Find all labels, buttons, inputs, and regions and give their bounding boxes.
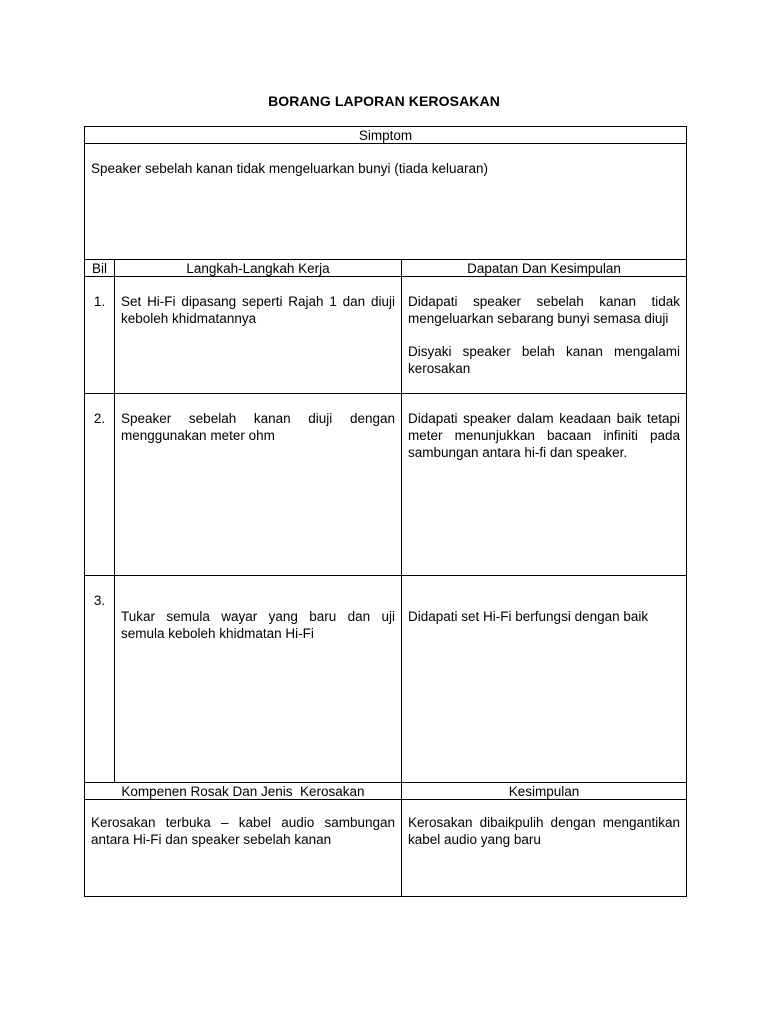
- finding-text: Didapati speaker dalam keadaan baik tetapi meter menunjukkan bacaan infiniti pada sambungan antara hi-fi dan speaker.: [408, 411, 681, 460]
- work-step-cell: [115, 277, 402, 394]
- column-header-row: [85, 260, 687, 277]
- table-row: [85, 394, 687, 576]
- work-step-text: Speaker sebelah kanan diuji dengan menggunakan meter ohm: [121, 411, 395, 443]
- summary-header-row: [85, 783, 687, 800]
- bil-column-header: Bil: [85, 260, 115, 277]
- finding-cell: [402, 277, 687, 394]
- work-step-text: Tukar semula wayar yang baru dan uji semula keboleh khidmatan Hi-Fi: [121, 609, 395, 641]
- conclusion-heading: Kesimpulan: [402, 783, 687, 800]
- finding-cell: [402, 394, 687, 576]
- work-step-cell: [115, 576, 402, 783]
- table-row: [85, 576, 687, 783]
- finding-cell: [402, 576, 687, 783]
- conclusion-text: Kerosakan dibaikpulih dengan mengantikan kabel audio yang baru: [402, 800, 687, 897]
- page-title: BORANG LAPORAN KEROSAKAN: [268, 93, 500, 109]
- row-number: 3.: [85, 576, 115, 783]
- summary-body-row: [85, 800, 687, 897]
- findings-column-header: Dapatan Dan Kesimpulan: [402, 260, 687, 277]
- symptom-header-row: [85, 127, 687, 144]
- symptom-body-row: [85, 144, 687, 260]
- component-damage-text: Kerosakan terbuka – kabel audio sambungan antara Hi-Fi dan speaker sebelah kanan: [85, 800, 402, 897]
- finding-text: Disyaki speaker belah kanan mengalami kerosakan: [408, 344, 681, 376]
- symptom-heading: Simptom: [85, 127, 687, 144]
- row-number: 2.: [85, 394, 115, 576]
- finding-text: Didapati speaker sebelah kanan tidak mengeluarkan sebarang bunyi semasa diuji: [408, 294, 681, 326]
- row-number: 1.: [85, 277, 115, 394]
- table-row: [85, 277, 687, 394]
- work-step-text: Set Hi-Fi dipasang seperti Rajah 1 dan diuji keboleh khidmatannya: [121, 294, 395, 326]
- steps-column-header: Langkah-Langkah Kerja: [115, 260, 402, 277]
- finding-text: Didapati set Hi-Fi berfungsi dengan baik: [408, 609, 649, 624]
- symptom-text: Speaker sebelah kanan tidak mengeluarkan bunyi (tiada keluaran): [85, 144, 687, 260]
- damage-report-table: [84, 126, 687, 897]
- component-damage-heading: Kompenen Rosak Dan Jenis Kerosakan: [85, 783, 402, 800]
- work-step-cell: [115, 394, 402, 576]
